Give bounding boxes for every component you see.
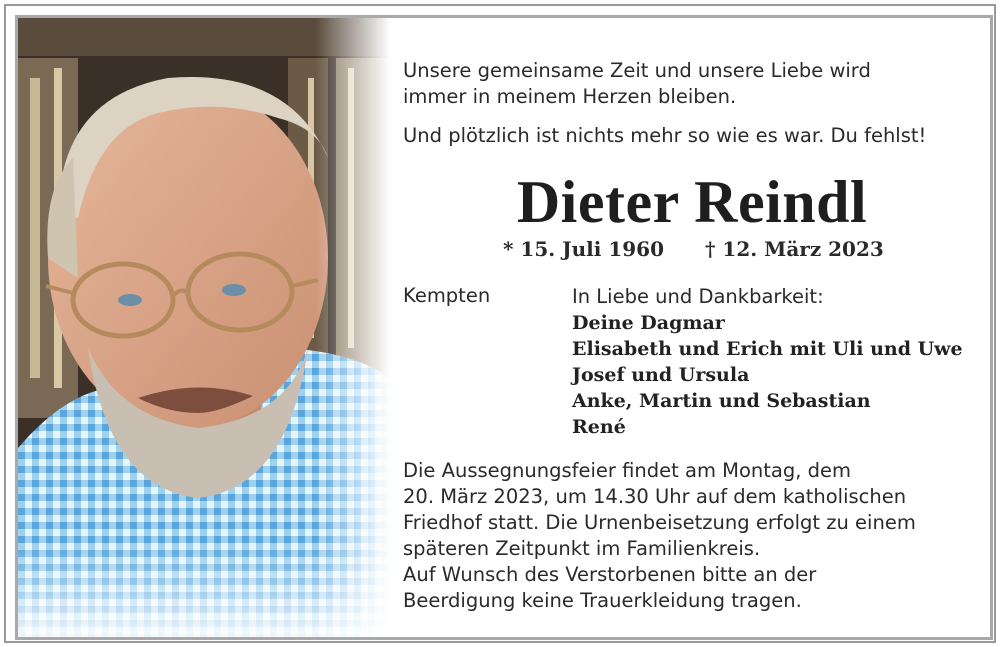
portrait-photo: [18, 18, 390, 637]
birth-date: * 15. Juli 1960: [503, 237, 665, 261]
mourner-name: René: [572, 416, 626, 438]
death-date: † 12. März 2023: [705, 237, 884, 261]
quote-line-2: immer in meinem Herzen bleiben.: [403, 85, 737, 108]
service-line: Beerdigung keine Trauerkleidung tragen.: [403, 589, 802, 612]
obituary-card: [15, 15, 993, 640]
obituary-outer-frame: [4, 4, 996, 643]
mourner-name: Deine Dagmar: [572, 312, 725, 334]
quote-line-3: Und plötzlich ist nichts mehr so wie es war. Du fehlst!: [403, 124, 927, 147]
service-line: Die Aussegnungsfeier findet am Montag, dem: [403, 459, 851, 482]
mourner-name: Elisabeth und Erich mit Uli und Uwe: [572, 338, 963, 360]
mourners-intro: In Liebe und Dankbarkeit:: [572, 285, 824, 308]
service-line: Auf Wunsch des Verstorbenen bitte an der: [403, 563, 817, 586]
service-line: Friedhof statt. Die Urnenbeisetzung erfolgt zu einem: [403, 511, 916, 534]
mourners-block: [572, 284, 963, 440]
deceased-name: Dieter Reindl: [516, 169, 868, 235]
mourner-name: Anke, Martin und Sebastian: [572, 390, 871, 412]
service-line: späteren Zeitpunkt im Familienkreis.: [403, 537, 761, 560]
service-line: 20. März 2023, um 14.30 Uhr auf dem katholischen: [403, 485, 907, 508]
quote-line-1: Unsere gemeinsame Zeit und unsere Liebe wird: [403, 59, 871, 82]
place-name: Kempten: [403, 284, 491, 307]
mourner-name: Josef und Ursula: [572, 364, 750, 386]
